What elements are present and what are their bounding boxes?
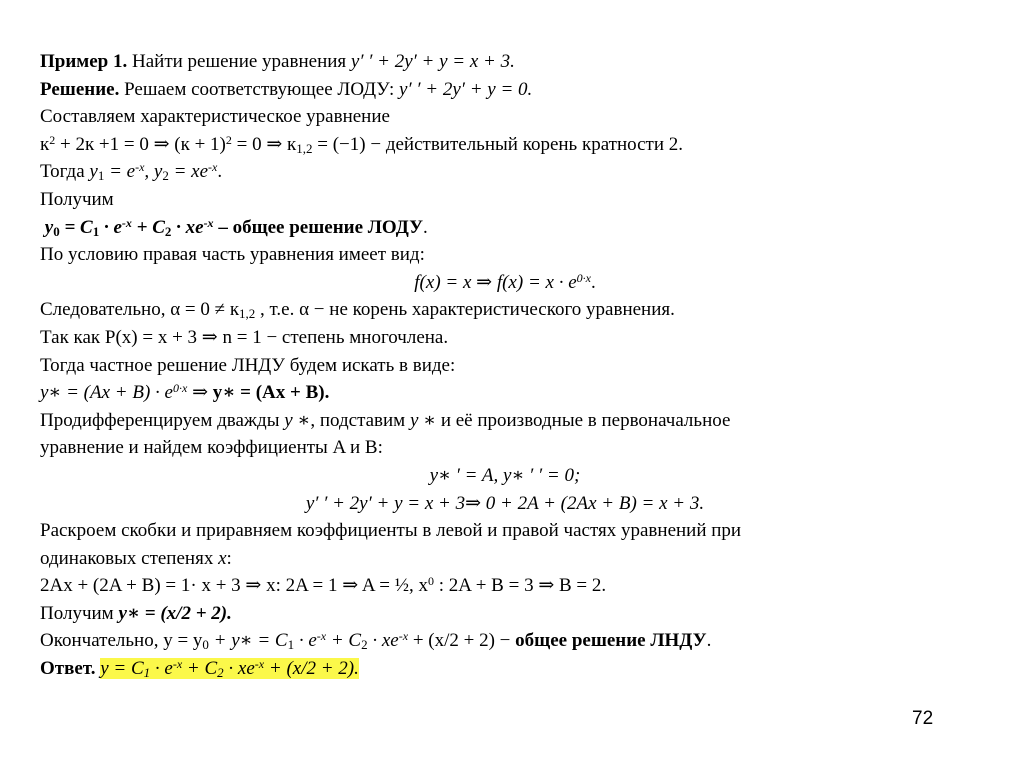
subscript: 1 bbox=[287, 637, 295, 653]
subscript: 2 bbox=[164, 223, 172, 239]
math-segment: f(x) = x ⇒ f(x) = x · e bbox=[414, 271, 577, 293]
superscript: -x bbox=[254, 657, 265, 672]
substitution-line: y′ ′ + 2y′ + y = x + 3⇒ 0 + 2A + (2Ax + B) = x + 3. bbox=[305, 492, 705, 514]
right-side-formula bbox=[40, 269, 970, 297]
text-segment: , подставим bbox=[310, 409, 410, 431]
same-powers-line bbox=[40, 545, 970, 573]
math-segment: y∗ = (Ax + B) · e bbox=[40, 382, 173, 404]
characteristic-equation bbox=[40, 131, 970, 159]
math-segment: + (x/2 + 2). bbox=[264, 658, 359, 680]
homogeneous-equation: y′ ′ + 2y′ + y = 0. bbox=[399, 78, 533, 100]
superscript: -x bbox=[172, 657, 183, 672]
subscript: 1,2 bbox=[239, 306, 256, 322]
subscript: 1,2 bbox=[296, 140, 313, 156]
subscript: 0 bbox=[202, 637, 209, 653]
right-side-intro: По условию правая часть уравнения имеет вид: bbox=[40, 244, 425, 266]
superscript: -x bbox=[316, 629, 327, 644]
math-segment: + C bbox=[326, 630, 362, 652]
math-segment: + C bbox=[131, 216, 165, 238]
math-segment: + y∗ = C bbox=[208, 630, 288, 652]
solution-line bbox=[40, 76, 970, 104]
answer-highlight bbox=[100, 658, 359, 679]
superscript: -x bbox=[203, 215, 214, 230]
superscript: -x bbox=[121, 215, 132, 230]
subscript: 1 bbox=[143, 665, 151, 681]
alpha-check bbox=[40, 296, 970, 324]
superscript: 0·x bbox=[172, 381, 188, 396]
example-line bbox=[40, 48, 970, 76]
text-segment: . bbox=[590, 271, 596, 293]
answer-label: Ответ. bbox=[40, 658, 96, 680]
text-segment: + (x/2 + 2) − bbox=[408, 630, 516, 652]
solution-title: Решение. bbox=[40, 78, 120, 100]
example-text: Найти решение уравнения bbox=[127, 51, 351, 72]
math-segment: · xe bbox=[171, 216, 204, 238]
characteristic-intro: Составляем характеристическое уравнение bbox=[40, 106, 390, 128]
superscript: 0 bbox=[428, 574, 435, 589]
basis-solutions bbox=[40, 158, 970, 186]
superscript: -x bbox=[208, 160, 218, 175]
subscript: 2 bbox=[217, 665, 224, 681]
slide-content bbox=[40, 48, 970, 683]
expand-brackets-line: Раскроем скобки и приравняем коэффициенты в левой и правой частях уравнений при bbox=[40, 520, 742, 542]
superscript: 0·x bbox=[576, 270, 591, 285]
math-segment: · e bbox=[294, 630, 317, 652]
text-segment: = (−1) − действительный корень кратности 2. bbox=[312, 133, 683, 155]
math-segment: , y bbox=[144, 161, 163, 183]
bold-segment: y∗ = (Ax + B). bbox=[212, 382, 330, 404]
general-solution-lodu bbox=[40, 214, 970, 242]
coefficients-intro: уравнение и найдем коэффициенты A и B: bbox=[40, 437, 383, 459]
math-symbol: y ∗ bbox=[284, 409, 311, 431]
obtain-label: Получим bbox=[40, 188, 114, 210]
derivatives-line: y∗ ′ = A, y∗ ′ ′ = 0; bbox=[429, 464, 581, 486]
superscript: -x bbox=[398, 629, 409, 644]
math-segment: + C bbox=[182, 658, 218, 680]
subscript: 2 bbox=[361, 637, 368, 653]
text-segment: : 2A + B = 3 ⇒ B = 2. bbox=[434, 575, 607, 597]
math-segment: = C bbox=[59, 216, 93, 238]
solution-text: Решаем соответствующее ЛОДУ: bbox=[119, 78, 400, 100]
superscript: 2 bbox=[225, 132, 232, 147]
text-segment: к bbox=[40, 133, 50, 155]
text-segment: : bbox=[226, 547, 232, 569]
polynomial-degree: Так как P(x) = x + 3 ⇒ n = 1 − степень многочлена. bbox=[40, 326, 449, 348]
answer-line bbox=[40, 655, 970, 683]
superscript: 2 bbox=[49, 132, 56, 147]
math-segment: = e bbox=[104, 161, 136, 183]
subscript: 1 bbox=[97, 168, 105, 184]
text-segment: , т.е. α − не корень характеристического уравнения. bbox=[255, 299, 675, 321]
math-segment: · xe bbox=[367, 630, 399, 652]
page-number: 72 bbox=[912, 708, 934, 729]
math-symbol: x bbox=[218, 547, 227, 569]
math-segment: · e bbox=[99, 216, 122, 238]
math-segment: = xe bbox=[168, 161, 209, 183]
bold-segment: y∗ = (x/2 + 2). bbox=[118, 602, 232, 624]
text-segment: = 0 ⇒ к bbox=[231, 133, 297, 155]
coefficient-equations bbox=[40, 572, 970, 600]
text-segment: – общее решение ЛОДУ bbox=[213, 216, 424, 238]
math-symbol: y bbox=[44, 216, 54, 238]
particular-form bbox=[40, 379, 970, 407]
superscript: -x bbox=[135, 160, 145, 175]
math-symbol: y bbox=[89, 161, 98, 183]
text-segment: Получим bbox=[40, 602, 119, 624]
text-segment: . bbox=[423, 216, 428, 238]
math-segment: · xe bbox=[223, 658, 255, 680]
text-segment: 2Ax + (2A + B) = 1· x + 3 ⇒ x: 2A = 1 ⇒ A = ½, x bbox=[40, 575, 429, 597]
text-segment: Тогда bbox=[40, 161, 90, 183]
text-segment: Следовательно, α = 0 ≠ к bbox=[40, 299, 240, 321]
subscript: 1 bbox=[92, 223, 100, 239]
math-segment: y = C bbox=[100, 658, 144, 680]
final-line bbox=[40, 627, 970, 655]
text-segment: Продифференцируем дважды bbox=[40, 409, 285, 431]
math-symbol: y ∗ bbox=[409, 409, 437, 431]
subscript: 0 bbox=[53, 223, 60, 239]
differentiate-line bbox=[40, 407, 970, 435]
text-segment: и её производные в первоначальное bbox=[436, 409, 731, 431]
text-segment: . bbox=[217, 161, 223, 183]
text-segment: . bbox=[706, 630, 712, 652]
particular-intro: Тогда частное решение ЛНДУ будем искать в виде: bbox=[40, 354, 456, 376]
text-segment: одинаковых степенях bbox=[40, 547, 219, 569]
example-title: Пример 1. bbox=[40, 51, 128, 72]
text-segment: ⇒ bbox=[187, 382, 213, 404]
example-equation: y′ ′ + 2y′ + y = x + 3. bbox=[350, 51, 515, 72]
math-segment: · e bbox=[150, 658, 173, 680]
particular-result bbox=[40, 600, 970, 628]
bold-segment: общее решение ЛНДУ bbox=[515, 630, 707, 652]
text-segment: + 2к +1 = 0 ⇒ (к + 1) bbox=[55, 133, 226, 155]
subscript: 2 bbox=[162, 168, 169, 184]
text-segment: Окончательно, y = y bbox=[40, 630, 203, 652]
